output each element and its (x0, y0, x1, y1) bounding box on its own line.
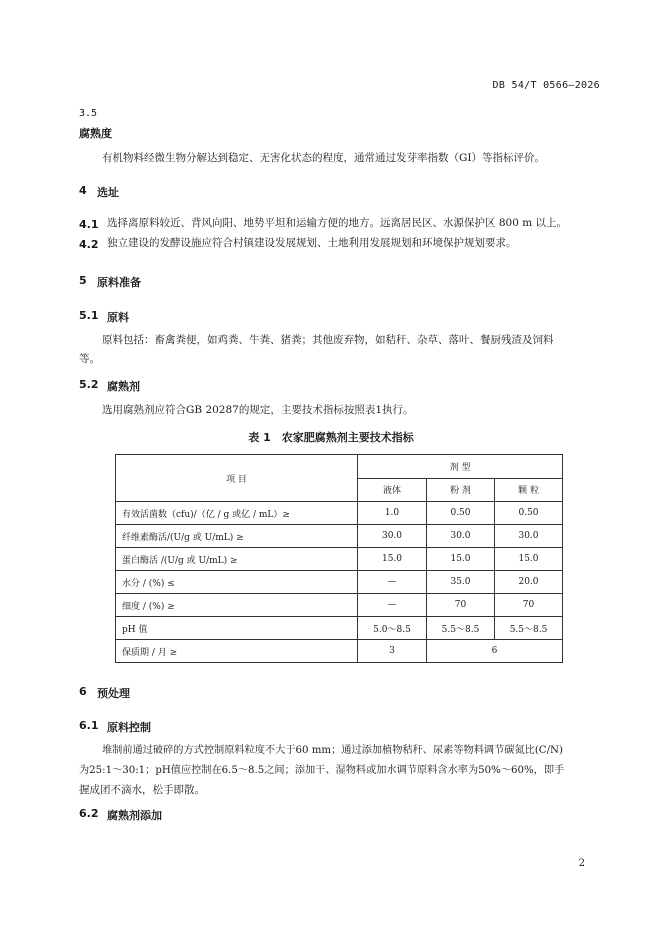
table-row (116, 617, 563, 640)
page-number: 2 (578, 858, 585, 869)
clause-6-1-line1: 堆制前通过破碎的方式控制原料粒度不大于60 mm；通过添加植物秸秆、尿素等物料调节碳氮比(C/N) (102, 745, 563, 756)
table-cell-value: — (358, 594, 427, 617)
section-3-5-definition: 有机物料经微生物分解达到稳定、无害化状态的程度，通常通过发芽率指数（GI）等指标评价。 (102, 152, 546, 164)
clause-4-2-number: 4.2 (79, 238, 99, 251)
table-cell-value: — (358, 571, 427, 594)
clause-6-1-number: 6.1 (79, 719, 99, 732)
table-header-type-powder: 粉 剂 (427, 478, 495, 502)
section-3-5-number: 3.5 (79, 108, 98, 119)
table-row (116, 502, 563, 525)
table-cell-value: 5.5～8.5 (495, 617, 563, 640)
table-1 (115, 454, 563, 663)
table-cell-value: 15.0 (427, 548, 495, 571)
clause-4-1-text: 选择离原料较近、背风向阳、地势平坦和运输方便的地方。远离居民区、水源保护区 800 m 以上。 (107, 217, 568, 229)
clause-6-1-line3: 握成团不滴水，松手即散。 (79, 784, 205, 796)
clause-5-2-title: 腐熟剂 (107, 380, 140, 393)
table-cell-item: pH 值 (116, 617, 358, 640)
table-header-type: 剂 型 (358, 455, 563, 479)
document-code: DB 54/T 0566—2026 (492, 80, 600, 91)
table-row (116, 640, 563, 663)
clause-4-2-text: 独立建设的发酵设施应符合村镇建设发展规划、土地利用发展规划和环境保护规划要求。 (107, 237, 517, 249)
table-row (116, 525, 563, 548)
clause-5-1-number: 5.1 (79, 309, 99, 322)
table-cell-value: 6 (427, 640, 563, 663)
clause-6-1-title: 原料控制 (107, 721, 151, 734)
section-5-number: 5 (79, 274, 87, 287)
table-row (116, 571, 563, 594)
section-6-title: 预处理 (97, 687, 130, 700)
clause-5-2-text: 选用腐熟剂应符合GB 20287的规定，主要技术指标按照表1执行。 (102, 404, 414, 416)
table-cell-value: 1.0 (358, 502, 427, 525)
section-4-number: 4 (79, 184, 87, 197)
table-header-item: 项 目 (116, 455, 358, 502)
clause-4-1-number: 4.1 (79, 218, 99, 231)
clause-5-1-title: 原料 (107, 311, 129, 324)
clause-6-2-title: 腐熟剂添加 (107, 809, 162, 822)
table-cell-value: 20.0 (495, 571, 563, 594)
table-cell-value: 15.0 (358, 548, 427, 571)
table-cell-item: 细度 / (%) ≥ (116, 594, 358, 617)
table-cell-value: 5.5～8.5 (427, 617, 495, 640)
table-cell-item: 保质期 / 月 ≥ (116, 640, 358, 663)
table-cell-value: 30.0 (427, 525, 495, 548)
table-cell-item: 蛋白酶活 /(U/g 或 U/mL) ≥ (116, 548, 358, 571)
section-4-title: 选址 (97, 186, 119, 199)
table-cell-value: 3 (358, 640, 427, 663)
table-cell-value: 0.50 (427, 502, 495, 525)
table-cell-item: 水分 / (%) ≤ (116, 571, 358, 594)
table-cell-value: 30.0 (495, 525, 563, 548)
clause-6-1-line2: 为25:1～30:1；pH值应控制在6.5～8.5之间；添加干、湿物料或加水调节原料含水率为50%～60%，即手 (79, 765, 565, 776)
table-header-type-granule: 颗 粒 (495, 478, 563, 502)
section-6-number: 6 (79, 685, 87, 698)
table-row (116, 548, 563, 571)
table-cell-value: 15.0 (495, 548, 563, 571)
table-cell-value: 0.50 (495, 502, 563, 525)
clause-5-1-text-line2: 等。 (79, 353, 100, 365)
table-cell-value: 70 (495, 594, 563, 617)
table-cell-item: 纤维素酶活/(U/g 或 U/mL) ≥ (116, 525, 358, 548)
table-header-type-liquid: 液体 (358, 478, 427, 502)
section-3-5-term: 腐熟度 (79, 127, 112, 140)
table-row (116, 594, 563, 617)
table-cell-item: 有效活菌数（cfu)/（亿 / g 或亿 / mL）≥ (116, 502, 358, 525)
table-cell-value: 5.0～8.5 (358, 617, 427, 640)
clause-5-1-text-line1: 原料包括：畜禽粪便，如鸡粪、牛粪、猪粪；其他废弃物，如秸秆、杂草、落叶、餐厨残渣及饲料 (102, 334, 554, 346)
table-1-caption: 表 1 农家肥腐熟剂主要技术指标 (248, 431, 414, 444)
section-5-title: 原料准备 (97, 276, 141, 289)
clause-5-2-number: 5.2 (79, 378, 99, 391)
table-cell-value: 30.0 (358, 525, 427, 548)
clause-6-2-number: 6.2 (79, 807, 99, 820)
table-cell-value: 35.0 (427, 571, 495, 594)
table-cell-value: 70 (427, 594, 495, 617)
